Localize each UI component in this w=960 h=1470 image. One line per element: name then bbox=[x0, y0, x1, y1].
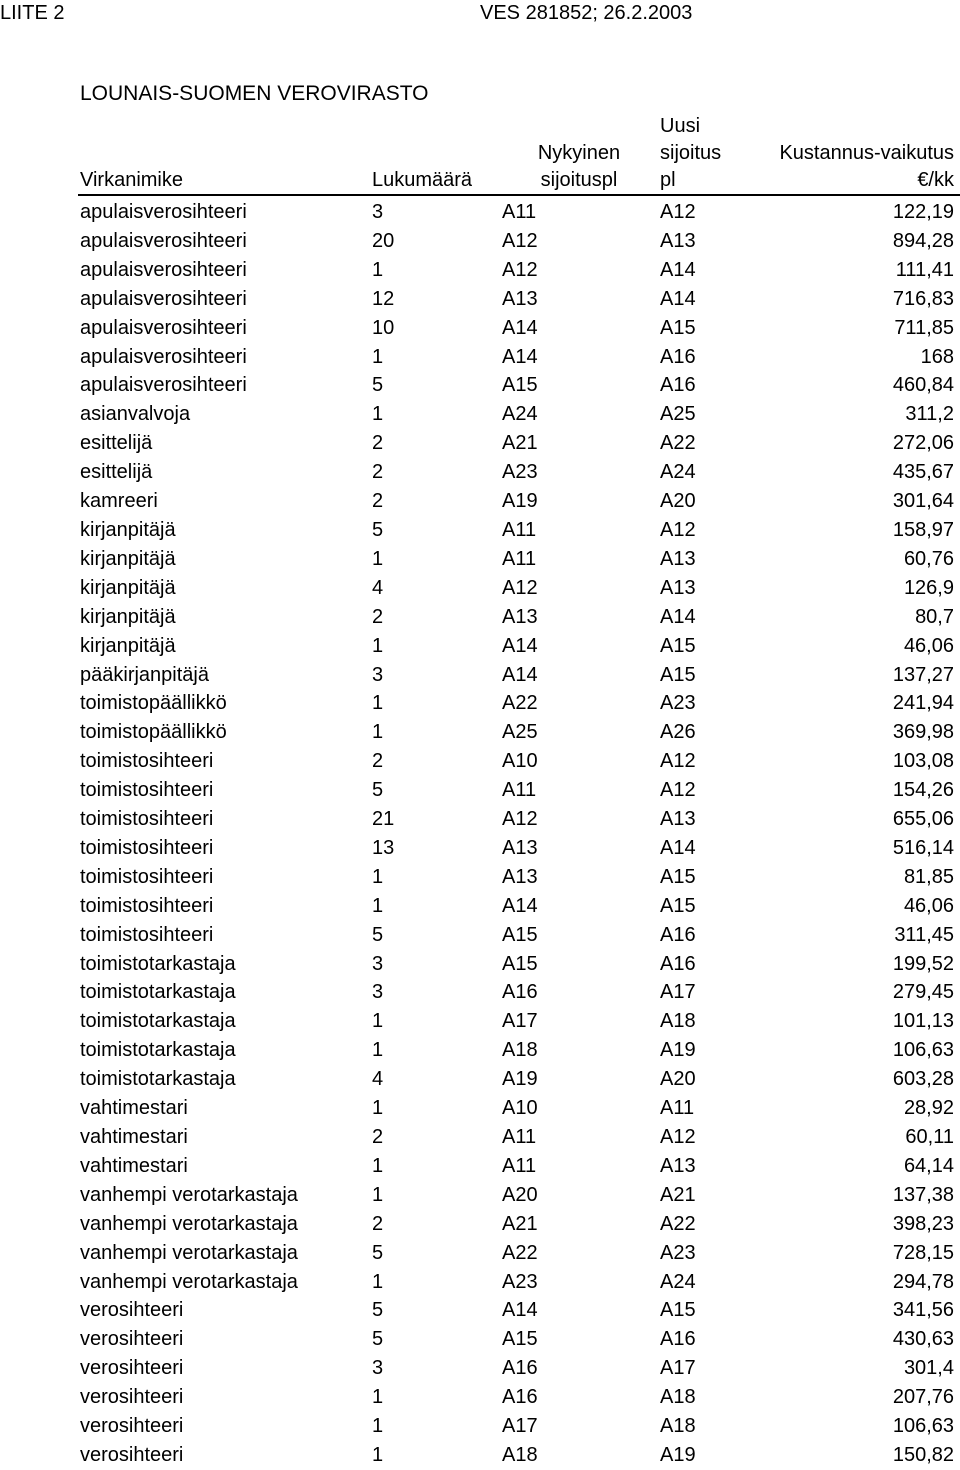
position-count: 1 bbox=[372, 894, 384, 917]
table-row bbox=[78, 661, 960, 690]
position-title: toimistotarkastaja bbox=[80, 1068, 236, 1091]
position-title: verosihteeri bbox=[80, 1299, 184, 1322]
table-row bbox=[78, 1268, 960, 1297]
position-count: 10 bbox=[372, 316, 395, 339]
position-title: vanhempi verotarkastaja bbox=[80, 1212, 298, 1235]
position-title: kirjanpitäjä bbox=[80, 518, 176, 541]
current-grade: A14 bbox=[502, 1299, 538, 1322]
position-title: toimistotarkastaja bbox=[80, 981, 236, 1004]
position-title: toimistosihteeri bbox=[80, 923, 214, 946]
position-count: 1 bbox=[372, 692, 384, 715]
table-row bbox=[78, 1094, 960, 1123]
new-grade: A13 bbox=[660, 576, 696, 599]
current-grade: A13 bbox=[502, 287, 538, 310]
new-grade: A13 bbox=[660, 1154, 696, 1177]
current-grade: A12 bbox=[502, 258, 538, 281]
position-count: 2 bbox=[372, 461, 384, 484]
current-grade: A22 bbox=[502, 1241, 538, 1264]
position-count: 2 bbox=[372, 432, 384, 455]
cost-effect: 199,52 bbox=[892, 952, 954, 975]
position-count: 3 bbox=[372, 1357, 384, 1380]
column-header-current-grade: Nykyinen sijoituspl bbox=[500, 113, 658, 195]
new-grade: A20 bbox=[660, 1068, 696, 1091]
current-grade: A17 bbox=[502, 1010, 538, 1033]
column-header-count: Lukumäärä bbox=[370, 113, 500, 195]
current-grade: A10 bbox=[502, 1097, 538, 1120]
cost-effect: 655,06 bbox=[892, 808, 954, 831]
position-count: 1 bbox=[372, 1097, 384, 1120]
cost-effect: 80,7 bbox=[915, 605, 954, 628]
current-grade: A11 bbox=[502, 547, 537, 570]
table-row bbox=[78, 314, 960, 343]
new-grade: A15 bbox=[660, 1299, 696, 1322]
new-grade: A17 bbox=[660, 981, 696, 1004]
new-grade: A15 bbox=[660, 894, 696, 917]
cost-effect: 126,9 bbox=[903, 576, 954, 599]
position-count: 5 bbox=[372, 923, 384, 946]
cost-effect: 241,94 bbox=[892, 692, 954, 715]
current-grade: A12 bbox=[502, 808, 538, 831]
position-title: toimistosihteeri bbox=[80, 779, 214, 802]
new-grade: A16 bbox=[660, 952, 696, 975]
position-title: verosihteeri bbox=[80, 1328, 184, 1351]
cost-effect: 207,76 bbox=[892, 1386, 954, 1409]
table-body bbox=[78, 195, 960, 1470]
position-title: apulaisverosihteeri bbox=[80, 374, 247, 397]
cost-effect: 106,63 bbox=[892, 1415, 954, 1438]
new-grade: A22 bbox=[660, 1212, 696, 1235]
cost-effect: 460,84 bbox=[892, 374, 954, 397]
table-row bbox=[78, 632, 960, 661]
table-row bbox=[78, 400, 960, 429]
cost-effect: 81,85 bbox=[903, 865, 954, 888]
table-row bbox=[78, 487, 960, 516]
appendix-label: LIITE 2 bbox=[0, 2, 65, 24]
new-grade: A24 bbox=[660, 1270, 696, 1293]
cost-effect: 60,11 bbox=[905, 1126, 954, 1148]
new-grade: A15 bbox=[660, 663, 696, 686]
current-grade: A22 bbox=[502, 692, 538, 715]
current-grade: A14 bbox=[502, 663, 538, 686]
column-header-cost-effect: Kustannus-vaikutus €/kk bbox=[746, 113, 960, 195]
table-row bbox=[78, 516, 960, 545]
new-grade: A21 bbox=[660, 1183, 696, 1206]
table-row bbox=[78, 892, 960, 921]
table-row bbox=[78, 863, 960, 892]
cost-effect: 430,63 bbox=[892, 1328, 954, 1351]
position-title: kirjanpitäjä bbox=[80, 547, 176, 570]
current-grade: A11 bbox=[502, 779, 537, 802]
table-row bbox=[78, 371, 960, 400]
table-row bbox=[78, 747, 960, 776]
position-count: 13 bbox=[372, 836, 395, 859]
table-row bbox=[78, 256, 960, 285]
new-grade: A12 bbox=[660, 779, 696, 802]
position-title: kirjanpitäjä bbox=[80, 605, 176, 628]
new-grade: A25 bbox=[660, 403, 696, 426]
cost-effect: 369,98 bbox=[892, 721, 954, 744]
position-count: 3 bbox=[372, 981, 384, 1004]
cost-effect: 516,14 bbox=[892, 836, 954, 859]
position-count: 1 bbox=[372, 258, 384, 281]
new-grade: A12 bbox=[660, 1126, 696, 1148]
position-count: 1 bbox=[372, 1183, 384, 1206]
position-title: apulaisverosihteeri bbox=[80, 201, 247, 223]
cost-effect: 137,38 bbox=[892, 1183, 954, 1206]
cost-effect: 101,13 bbox=[892, 1010, 954, 1033]
table-row bbox=[78, 689, 960, 718]
new-grade: A23 bbox=[660, 1241, 696, 1264]
position-count: 2 bbox=[372, 605, 384, 628]
position-count: 2 bbox=[372, 490, 384, 513]
current-grade: A15 bbox=[502, 374, 538, 397]
cost-effect: 158,97 bbox=[892, 518, 954, 541]
position-title: toimistopäällikkö bbox=[80, 721, 227, 744]
position-title: verosihteeri bbox=[80, 1415, 184, 1438]
position-count: 5 bbox=[372, 1241, 384, 1264]
position-title: verosihteeri bbox=[80, 1357, 184, 1380]
position-title: verosihteeri bbox=[80, 1443, 184, 1466]
current-grade: A13 bbox=[502, 836, 538, 859]
current-grade: A16 bbox=[502, 981, 538, 1004]
current-grade: A15 bbox=[502, 923, 538, 946]
new-grade: A11 bbox=[660, 1097, 695, 1120]
table-row bbox=[78, 285, 960, 314]
position-count: 1 bbox=[372, 721, 384, 744]
cost-effect: 168 bbox=[920, 345, 954, 368]
table-row bbox=[78, 1412, 960, 1441]
new-grade: A24 bbox=[660, 461, 696, 484]
position-title: vahtimestari bbox=[80, 1097, 188, 1120]
cost-effect: 435,67 bbox=[892, 461, 954, 484]
new-grade: A26 bbox=[660, 721, 696, 744]
position-count: 1 bbox=[372, 634, 384, 657]
position-title: toimistosihteeri bbox=[80, 750, 214, 773]
new-grade: A18 bbox=[660, 1010, 696, 1033]
table-row bbox=[78, 950, 960, 979]
table-row bbox=[78, 921, 960, 950]
position-title: vanhempi verotarkastaja bbox=[80, 1270, 298, 1293]
current-grade: A14 bbox=[502, 894, 538, 917]
new-grade: A12 bbox=[660, 750, 696, 773]
new-grade: A16 bbox=[660, 923, 696, 946]
position-title: kirjanpitäjä bbox=[80, 634, 176, 657]
new-grade: A13 bbox=[660, 547, 696, 570]
new-grade: A16 bbox=[660, 1328, 696, 1351]
table-row bbox=[78, 1123, 960, 1152]
current-grade: A11 bbox=[502, 1154, 537, 1177]
current-grade: A17 bbox=[502, 1415, 538, 1438]
position-title: kamreeri bbox=[80, 490, 158, 513]
table-row bbox=[78, 227, 960, 256]
current-grade: A25 bbox=[502, 721, 538, 744]
position-title: apulaisverosihteeri bbox=[80, 229, 247, 252]
position-count: 1 bbox=[372, 547, 384, 570]
cost-effect: 728,15 bbox=[892, 1241, 954, 1264]
position-count: 1 bbox=[372, 1039, 384, 1062]
position-title: toimistosihteeri bbox=[80, 865, 214, 888]
position-title: verosihteeri bbox=[80, 1386, 184, 1409]
position-count: 1 bbox=[372, 1386, 384, 1409]
position-title: asianvalvoja bbox=[80, 403, 191, 426]
position-count: 1 bbox=[372, 1010, 384, 1033]
position-count: 2 bbox=[372, 1212, 384, 1235]
position-count: 2 bbox=[372, 1126, 384, 1148]
position-title: apulaisverosihteeri bbox=[80, 287, 247, 310]
table-row bbox=[78, 1210, 960, 1239]
position-title: toimistotarkastaja bbox=[80, 1039, 236, 1062]
cost-effect: 106,63 bbox=[892, 1039, 954, 1062]
position-title: toimistotarkastaja bbox=[80, 952, 236, 975]
cost-effect: 154,26 bbox=[892, 779, 954, 802]
table-row bbox=[78, 805, 960, 834]
cost-effect: 46,06 bbox=[903, 634, 954, 657]
new-grade: A14 bbox=[660, 287, 696, 310]
position-count: 21 bbox=[372, 808, 395, 831]
current-grade: A18 bbox=[502, 1443, 538, 1466]
cost-effect: 603,28 bbox=[892, 1068, 954, 1091]
cost-effect: 272,06 bbox=[892, 432, 954, 455]
current-grade: A24 bbox=[502, 403, 538, 426]
position-title: apulaisverosihteeri bbox=[80, 316, 247, 339]
new-grade: A18 bbox=[660, 1386, 696, 1409]
current-grade: A21 bbox=[502, 432, 538, 455]
position-count: 4 bbox=[372, 1068, 384, 1091]
position-title: toimistopäällikkö bbox=[80, 692, 227, 715]
current-grade: A23 bbox=[502, 461, 538, 484]
current-grade: A21 bbox=[502, 1212, 538, 1235]
new-grade: A13 bbox=[660, 808, 696, 831]
position-count: 5 bbox=[372, 1299, 384, 1322]
cost-effect: 122,19 bbox=[892, 201, 954, 223]
current-grade: A14 bbox=[502, 634, 538, 657]
position-count: 5 bbox=[372, 1328, 384, 1351]
cost-effect: 301,4 bbox=[903, 1357, 954, 1380]
position-title: toimistosihteeri bbox=[80, 894, 214, 917]
cost-effect: 341,56 bbox=[892, 1299, 954, 1322]
position-title: esittelijä bbox=[80, 432, 153, 455]
position-count: 1 bbox=[372, 865, 384, 888]
cost-effect: 311,2 bbox=[905, 403, 954, 426]
new-grade: A14 bbox=[660, 258, 696, 281]
position-count: 1 bbox=[372, 345, 384, 368]
current-grade: A14 bbox=[502, 316, 538, 339]
table-row bbox=[78, 1354, 960, 1383]
current-grade: A15 bbox=[502, 1328, 538, 1351]
cost-effect: 64,14 bbox=[903, 1154, 954, 1177]
new-grade: A13 bbox=[660, 229, 696, 252]
cost-effect: 150,82 bbox=[892, 1443, 954, 1466]
table-row bbox=[78, 603, 960, 632]
current-grade: A12 bbox=[502, 576, 538, 599]
table-row bbox=[78, 834, 960, 863]
cost-effect: 279,45 bbox=[892, 981, 954, 1004]
new-grade: A15 bbox=[660, 316, 696, 339]
position-count: 1 bbox=[372, 1415, 384, 1438]
current-grade: A11 bbox=[502, 201, 537, 223]
table-row bbox=[78, 1181, 960, 1210]
table-row bbox=[78, 1296, 960, 1325]
table-row bbox=[78, 1007, 960, 1036]
table-row bbox=[78, 1036, 960, 1065]
new-grade: A17 bbox=[660, 1357, 696, 1380]
table-row bbox=[78, 1383, 960, 1412]
table-row bbox=[78, 1441, 960, 1470]
table-row bbox=[78, 1239, 960, 1268]
new-grade: A20 bbox=[660, 490, 696, 513]
cost-effect: 894,28 bbox=[892, 229, 954, 252]
table-row bbox=[78, 1065, 960, 1094]
current-grade: A20 bbox=[502, 1183, 538, 1206]
position-title: pääkirjanpitäjä bbox=[80, 663, 209, 686]
current-grade: A19 bbox=[502, 490, 538, 513]
table-header-row bbox=[78, 113, 960, 195]
position-title: vanhempi verotarkastaja bbox=[80, 1241, 298, 1264]
position-count: 1 bbox=[372, 1270, 384, 1293]
cost-effect: 716,83 bbox=[892, 287, 954, 310]
organization-title: LOUNAIS-SUOMEN VEROVIRASTO bbox=[80, 82, 429, 105]
current-grade: A14 bbox=[502, 345, 538, 368]
new-grade: A15 bbox=[660, 634, 696, 657]
position-count: 1 bbox=[372, 403, 384, 426]
position-title: apulaisverosihteeri bbox=[80, 258, 247, 281]
table-row bbox=[78, 1325, 960, 1354]
position-count: 5 bbox=[372, 779, 384, 802]
new-grade: A19 bbox=[660, 1039, 696, 1062]
new-grade: A14 bbox=[660, 836, 696, 859]
position-title: toimistotarkastaja bbox=[80, 1010, 236, 1033]
current-grade: A12 bbox=[502, 229, 538, 252]
column-header-title: Virkanimike bbox=[78, 113, 370, 195]
position-table bbox=[78, 113, 960, 1470]
position-title: vahtimestari bbox=[80, 1126, 188, 1148]
current-grade: A11 bbox=[502, 518, 537, 541]
new-grade: A16 bbox=[660, 345, 696, 368]
position-title: vanhempi verotarkastaja bbox=[80, 1183, 298, 1206]
column-header-new-grade: Uusi sijoitus pl bbox=[658, 113, 746, 195]
current-grade: A10 bbox=[502, 750, 538, 773]
current-grade: A15 bbox=[502, 952, 538, 975]
position-title: apulaisverosihteeri bbox=[80, 345, 247, 368]
table-row bbox=[78, 718, 960, 747]
cost-effect: 137,27 bbox=[892, 663, 954, 686]
current-grade: A11 bbox=[502, 1126, 537, 1148]
position-count: 12 bbox=[372, 287, 395, 310]
new-grade: A15 bbox=[660, 865, 696, 888]
position-count: 5 bbox=[372, 374, 384, 397]
cost-effect: 103,08 bbox=[892, 750, 954, 773]
new-grade: A14 bbox=[660, 605, 696, 628]
cost-effect: 301,64 bbox=[892, 490, 954, 513]
cost-effect: 711,85 bbox=[894, 316, 954, 339]
cost-effect: 60,76 bbox=[903, 547, 954, 570]
position-count: 4 bbox=[372, 576, 384, 599]
new-grade: A12 bbox=[660, 201, 696, 223]
table-row bbox=[78, 978, 960, 1007]
position-count: 5 bbox=[372, 518, 384, 541]
position-count: 1 bbox=[372, 1443, 384, 1466]
cost-effect: 46,06 bbox=[903, 894, 954, 917]
position-count: 1 bbox=[372, 1154, 384, 1177]
table-row bbox=[78, 1152, 960, 1181]
position-title: kirjanpitäjä bbox=[80, 576, 176, 599]
position-title: vahtimestari bbox=[80, 1154, 188, 1177]
position-title: toimistosihteeri bbox=[80, 808, 214, 831]
cost-effect: 398,23 bbox=[892, 1212, 954, 1235]
current-grade: A16 bbox=[502, 1386, 538, 1409]
new-grade: A23 bbox=[660, 692, 696, 715]
new-grade: A18 bbox=[660, 1415, 696, 1438]
current-grade: A13 bbox=[502, 865, 538, 888]
current-grade: A19 bbox=[502, 1068, 538, 1091]
table-row bbox=[78, 574, 960, 603]
new-grade: A22 bbox=[660, 432, 696, 455]
position-count: 3 bbox=[372, 663, 384, 686]
position-title: toimistosihteeri bbox=[80, 836, 214, 859]
new-grade: A12 bbox=[660, 518, 696, 541]
cost-effect: 311,45 bbox=[894, 923, 954, 946]
position-count: 3 bbox=[372, 952, 384, 975]
table-row bbox=[78, 458, 960, 487]
table-row bbox=[78, 343, 960, 372]
current-grade: A16 bbox=[502, 1357, 538, 1380]
cost-effect: 294,78 bbox=[892, 1270, 954, 1293]
current-grade: A18 bbox=[502, 1039, 538, 1062]
current-grade: A23 bbox=[502, 1270, 538, 1293]
position-count: 3 bbox=[372, 201, 384, 223]
document-reference: VES 281852; 26.2.2003 bbox=[480, 2, 693, 24]
new-grade: A16 bbox=[660, 374, 696, 397]
position-count: 20 bbox=[372, 229, 395, 252]
cost-effect: 28,92 bbox=[903, 1097, 954, 1120]
current-grade: A13 bbox=[502, 605, 538, 628]
table-row bbox=[78, 545, 960, 574]
cost-effect: 111,41 bbox=[895, 258, 954, 281]
table-row bbox=[78, 776, 960, 805]
position-title: esittelijä bbox=[80, 461, 153, 484]
position-count: 2 bbox=[372, 750, 384, 773]
table-row bbox=[78, 195, 960, 227]
table-row bbox=[78, 429, 960, 458]
new-grade: A19 bbox=[660, 1443, 696, 1466]
